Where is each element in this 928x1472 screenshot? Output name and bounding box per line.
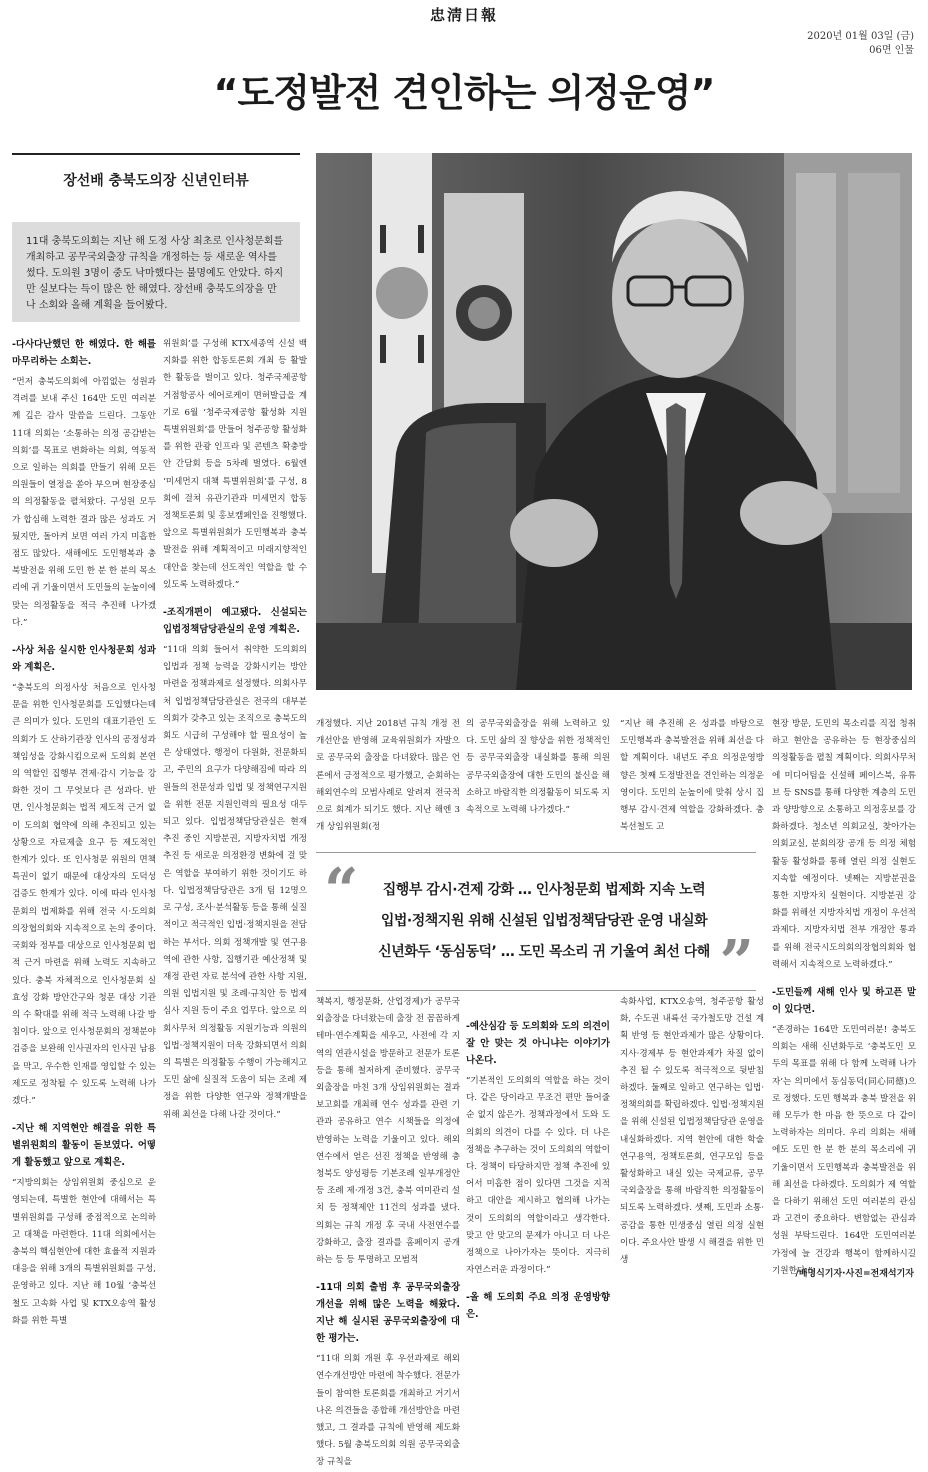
col4b-p1: “기본적인 도의회의 역할을 하는 것이다. 같은 당이라고 무조건 편만 들어줄 순 없지 않은가. 정책과정에서 도와 도의회의 의견이 다를 수 있다. 더 나은 정책을 추구하는 것이 도의회의 역할이다. 정책이 타당하지만 정책 추진에 있어서 미흡한 점이 있다면 그것을 지적하고 대안을 제시하고 협의해 나가는 것이 도의회의 역할이라고 생각한다. 맞고 안 맞고의 문제가 아니고 더 나은 정책으로 나아가자는 뜻이다. 지극히 자연스러운 과정이다.” [466,1076,610,1276]
col5b-p1: 속화사업, KTX오송역, 청주공항 활성화, 수도권 내륙선 국가철도망 건설 계획 반영 등 현안과제가 많은 상황이다. 지사·경제부 등 현안과제가 차질 없이 추진 될 수 있도록 적극적으로 뒷받침하겠다. 둘째로 일하고 연구하는 입법·정책의회를 확립하겠다. 입법·정책지원을 위해 신설된 입법정책담당관 운영을 내실화하겠다. 지역 현안에 대한 학술연구용역, 정책토론회, 연구모임 등을 활성화하고 내실 있는 국제교류, 공무국외출장을 통해 바람직한 의정활동이 되도록 노력하겠다. 셋째, 도민과 소통·공감을 통한 민생중심 열린 의정 실현이다. 주요사안 발생 시 해결을 위한 민생 [620,997,764,1266]
column-4-top [466,716,610,844]
column-5-bottom [620,994,764,1286]
pullquote-line-1: 집행부 감시·견제 강화 … 인사청문회 법제화 지속 노력 [382,882,706,898]
col6-p2: “존경하는 164만 도민여러분! 충북도의회는 새해 신년화두로 ‘충북도민 모두의 목표를 위해 다 함께 노력해 나가자’는 의미에서 동심동덕(同心同德)으로 정했다. 도민 행복과 충북 발전을 위해 모두가 한 마음 한 뜻으로 다 같이 노력하자는 의미다. 우리 의회는 새해에도 도민 한 분 한 분의 목소리에 귀 기울이면서 도민행복과 충북발전을 위해 최선을 다하겠다. 도의회가 제 역할을 다하기 위해선 도민 여러분의 관심과 고견이 중요하다. 변함없는 관심과 성원 부탁드린다. 164만 도민여러분 가정에 늘 건강과 행복이 함께하시길 기원한다.” [772,1025,916,1276]
column-4-bottom [466,994,610,1321]
interview-photo [316,153,912,690]
col2-p1: 위원회’를 구성해 KTX세종역 신설 백지화를 위한 합동토론회 개최 등 활발한 활동을 벌이고 있다. 청주국제공항 거점항공사 에어로케이 면허발급을 계기로 6월 ‘청주국제공항 활성화 지원 특별위원회’를 만들어 청주공항 활성화를 위한 관광 인프라 및 콘텐츠 확충방안 간담회 등을 5차례 벌였다. 6월엔 ‘미세먼지 대책 특별위원회’를 구성, 8회에 걸쳐 유관기관과 미세먼지 합동 정책토론회 및 홍보캠페인을 진행했다. 앞으로 특별위원회가 도민행복과 충북 발전을 위해 계획적이고 미래지향적인 대안을 찾는데 선도적인 역할을 할 수 있도록 노력하겠다.” [163,339,307,590]
col3b-q1: -11대 의회 출범 후 공무국외출장 개선을 위해 많은 노력을 해왔다. 지난 해 실시된 공무국외출장에 대한 평가는. [316,1282,460,1345]
page-section: 06면 인물 [869,45,914,56]
pullquote-line-3: 신년화두 ‘동심동덕’ … 도민 목소리 귀 기울여 최선 다해 [378,944,710,960]
col1-q1: -다사다난했던 한 해였다. 한 해를 마무리하는 소회는. [12,339,156,367]
col6-q1: -도민들께 새해 인사 및 하고픈 말이 있다면. [772,987,916,1016]
headline: “도정발전 견인하는 의정운영” [213,71,715,115]
col4b-q2: -올 해 도의회 주요 의정 운영방향은. [466,1292,610,1321]
col3b-p2: “11대 의회 개원 후 우선과제로 해외연수개선방안 마련에 착수했다. 전문가들이 참여한 토론회를 개최하고 거기서 나온 의견들을 종합해 개선방안을 마련했고, 그 결과를 규칙에 반영해 제도화했다. 5월 충북도의회 의원 공무국외출장 규칙을 [316,1354,460,1468]
dateline [807,30,914,58]
intro-box: 11대 충북도의회는 지난 해 도정 사상 최초로 인사청문회를 개최하고 공무국외출장 규칙을 개정하는 등 새로운 역사를 썼다. 도의원 3명이 중도 낙마했다는 불명예도 안았다. 하지만 실보다는 득이 많은 한 해였다. 장선배 충북도의장을 만나 소회와 올해 계획을 들어봤다. [12,222,300,322]
column-5-top [620,716,764,844]
col5-p1: “지난 해 추진해 온 성과를 바탕으로 도민행복과 충북발전을 위해 최선을 다할 계획이다. 내년도 주요 의정운영방향은 첫째 도정발전을 견인하는 의정운영이다. 도민의 눈높이에 맞춰 상시 집행부 감시·견제 역할을 강화하겠다. 충북선철도 고 [620,719,764,833]
col2-q1: -조직개편이 예고됐다. 신설되는 입법정책담당관실의 운영 계획은. [163,607,307,636]
col3-p1: 개정했다. 지난 2018년 규칙 개정 전 개선안을 반영해 교육위원회가 자발으로 공무국외 출장을 다녀왔다. 많은 언론에서 긍정적으로 평가했고, 순회하는 해외연수의 모범사례로 알려져 전국적으로 회계가 되기도 했다. 지난 해엔 3개 상임위원회(정 [316,719,460,833]
col1-p3: “지방의회는 상임위원회 중심으로 운영되는데, 특별한 현안에 대해서는 특별위원회를 구성해 중점적으로 논의하고 대책을 마련한다. 11대 의회에서는 충북의 핵심현안에 대한 효율적 지원과 대응을 위해 3개의 특별위원회를 구성, 운영하고 있다. 지난 해 10월 ‘충북선철도 고속화 사업 및 KTX오송역 활성화를 위한 특별 [12,1178,156,1326]
open-quote-icon: “ [324,856,359,926]
column-3-bottom [316,994,460,1468]
col1-p2: “충북도의 의정사상 처음으로 인사청문을 위한 인사청문회를 도입했다는데 큰 의미가 있다. 도민의 대표기관인 도의회가 도 산하기관장 인사의 공정성과 책임성을 강화시킴으로써 도의회 본연의 역할인 집행부 견제·감시 기능을 강화한 것이 그 무엇보다 큰 성과다. 반면, 인사청문회는 법적 제도적 근거 없이 도의회 협약에 의해 추진되고 있는 상황으로 자료제출 요구 등 제도적인 한계가 있다. 또 인사청문 위원의 면책특권이 없기 때문에 대상자의 도덕성 검증도 한계가 있다. 이에 따라 인사청문회의 법제화를 위해 전국 시·도의회 의장협의회와 지속적으로 논의 중이다. 국회와 정부를 대상으로 인사청문회 법적 근거 마련을 위해 노력도 지속하고 있다. 충북 자체적으로 인사청문회 실효성 강화 방안간구와 청문 대상 기관의 수 확대를 위해 적극 노력해 나갈 방침이다. 앞으로 인사청문회의 정책분야 검증을 보완해 인사권자의 인사권 남용을 막고, 우수한 인재를 영입할 수 있는 제도로 정착될 수 있도록 노력해 나가겠다.” [12,683,156,1106]
byline: /배명식기자·사진=전재석기자 [795,1269,914,1279]
pullquote-line-2: 입법·정책지원 위해 신설된 입법정책담당관 운영 내실화 [380,913,708,929]
masthead: 忠淸日報 [429,6,498,24]
close-quote-icon: ” [719,928,754,998]
col6-p1: 현장 방문, 도민의 목소리를 직접 청취하고 현안을 공유하는 등 현장중심의 의정활동을 펼칠 계획이다. 의회사무처에 미디어팀을 신설해 페이스북, 유튜브 등 SNS를 통해 다양한 계층의 도민과 양방향으로 소통하고 의정홍보를 강화하겠다. 청소년 의회교실, 찾아가는 의회교실, 분회의장 공개 등 의정 체험활동 활성화를 통해 열린 의정 실현도 지속할 예정이다. 넷째는 지방분권을 통한 지방자치 실현이다. 지방분권 강화를 위해선 지방자치법 개정이 우선적 과제다. 지방자치법 전부 개정안 통과를 위해 전국시도의회의장협의회와 협력해서 지속적으로 노력하겠다.” [772,719,916,970]
subhead-rule [12,153,300,155]
col1-p1: “먼저 충북도의회에 아낌없는 성원과 격려를 보내 주신 164만 도민 여러분께 깊은 감사 말씀을 드린다. 그동안 11대 의회는 ‘소통하는 의정 공감받는 의회’를 목표로 변화하는 의회, 역동적으로 일하는 의회를 만들기 위해 모든 의원들이 열정을 쏟아 부으며 현장중심의 의정활동을 펼쳐왔다. 구성원 모두가 합심해 노력한 결과 많은 성과도 거뒀지만, 돌아켜 보면 여러 가지 미흡한 점도 많았다. 새해에도 도민행복과 충북발전을 위해 도민 한 분 한 분의 목소리에 귀 기울이면서 도민들의 눈높이에 맞는 의정활동을 적극 추진해 나가겠다.” [12,377,156,628]
photo-illustration [316,153,912,690]
issue-date: 2020년 01월 03일 (금) [807,31,914,42]
pullquote-rule-bottom [316,990,756,991]
col2-p2: “11대 의회 들어서 취약한 도의회의 입법과 정책 능력을 강화시키는 방안 마련을 정책과제로 설정했다. 의회사무처 입법정책담당관실은 전국의 대부분 의회가 갖추고 있는 조직으로 충북도의회도 시급히 구성해야 할 필요성이 높은 상태였다. 행정이 다원화, 전문화되고, 주민의 요구가 다양해짐에 따라 의원들의 전문성과 입법 및 정책연구지원을 위한 전문 지원인력의 필요성 대두되고 있다. 입법정책담당관실은 현재 추진 중인 지방분권, 지방자치법 개정 추진 등 새로운 의정환경 변화에 걸 맞은 역할을 부여하기 위한 것이기도 하다. 입법정책담당관은 3개 팀 12명으로 구성, 조사·분석활동 등을 통해 실질적이고 적극적인 입법·정책지원을 전담하는 부서다. 의회 정책개발 및 연구용역에 관한 사항, 집행기관 예산정책 및 재정 관련 자료 분석에 관한 사항 지원, 의원 입법지원 및 조례·규칙안 등 법제심사 지원 등이 주요 업무다. 앞으로 의회사무처 의정활동 지원기능과 의원의 입법·정책지원이 더욱 강화되면서 의회의 특별은 의정활동 수행이 가능해지고 도민 삶에 실질적 도움이 되는 조례 제정을 위한 다양한 연구와 정책개발을 위해 최선을 다해 나갈 것이다.” [163,645,307,1120]
col4-p1: 의 공무국외출장을 위해 노력하고 있다. 도민 삶의 질 향상을 위한 정책적인 등 공무국외출장 내실화를 통해 의원 공무국외출장에 대한 도민의 불신을 해소하고 바람직한 의정활동이 되도록 지속적으로 노력해 나가겠다.” [466,719,610,816]
col1-q3: -지난 해 지역현안 해결을 위한 특별위원회의 활동이 돋보였다. 어떻게 활동했고 앞으로 계획은. [12,1123,156,1169]
column-2 [163,336,307,1286]
col1-q2: -사상 처음 실시한 인사청문회 성과와 계획은. [12,645,156,674]
pullquote [316,855,756,998]
pullquote-rule-top [316,852,756,853]
column-3-top [316,716,460,844]
col3b-p1: 책복지, 행정문화, 산업경제)가 공무국외출장을 다녀왔는데 출장 전 꼼꼼하게 테마·연수계획을 세우고, 사전에 각 지역의 연관시설을 방문하고 전문가 토론 등을 통해 철저하게 준비했다. 공무국외출장을 마친 3개 상임위원회는 결과보고회를 개최해 연수 성과를 관련 기관과 공유하고 연수 시책들을 의정에 반영하는 노력을 기울이고 있다. 해외 연수에서 얻은 선진 정책을 반영해 충청북도 양성평등 기본조례 일부개정안 등 조례 제·개정 3건, 충북 여미관리 설치 등 정책제안 11건의 성과를 냈다. 의회는 규칙 개정 후 국내 사전연수를 강화하고, 출장 결과를 홈페이지 공개하는 등 등 투명하고 모범적 [316,997,460,1266]
column-1 [12,336,156,1326]
subhead: 장선배 충북도의장 신년인터뷰 [63,173,249,189]
col4b-q1: -예산심감 등 도의회와 도의 의견이 잘 안 맞는 것 아니냐는 이야기가 나온다. [466,1021,610,1066]
